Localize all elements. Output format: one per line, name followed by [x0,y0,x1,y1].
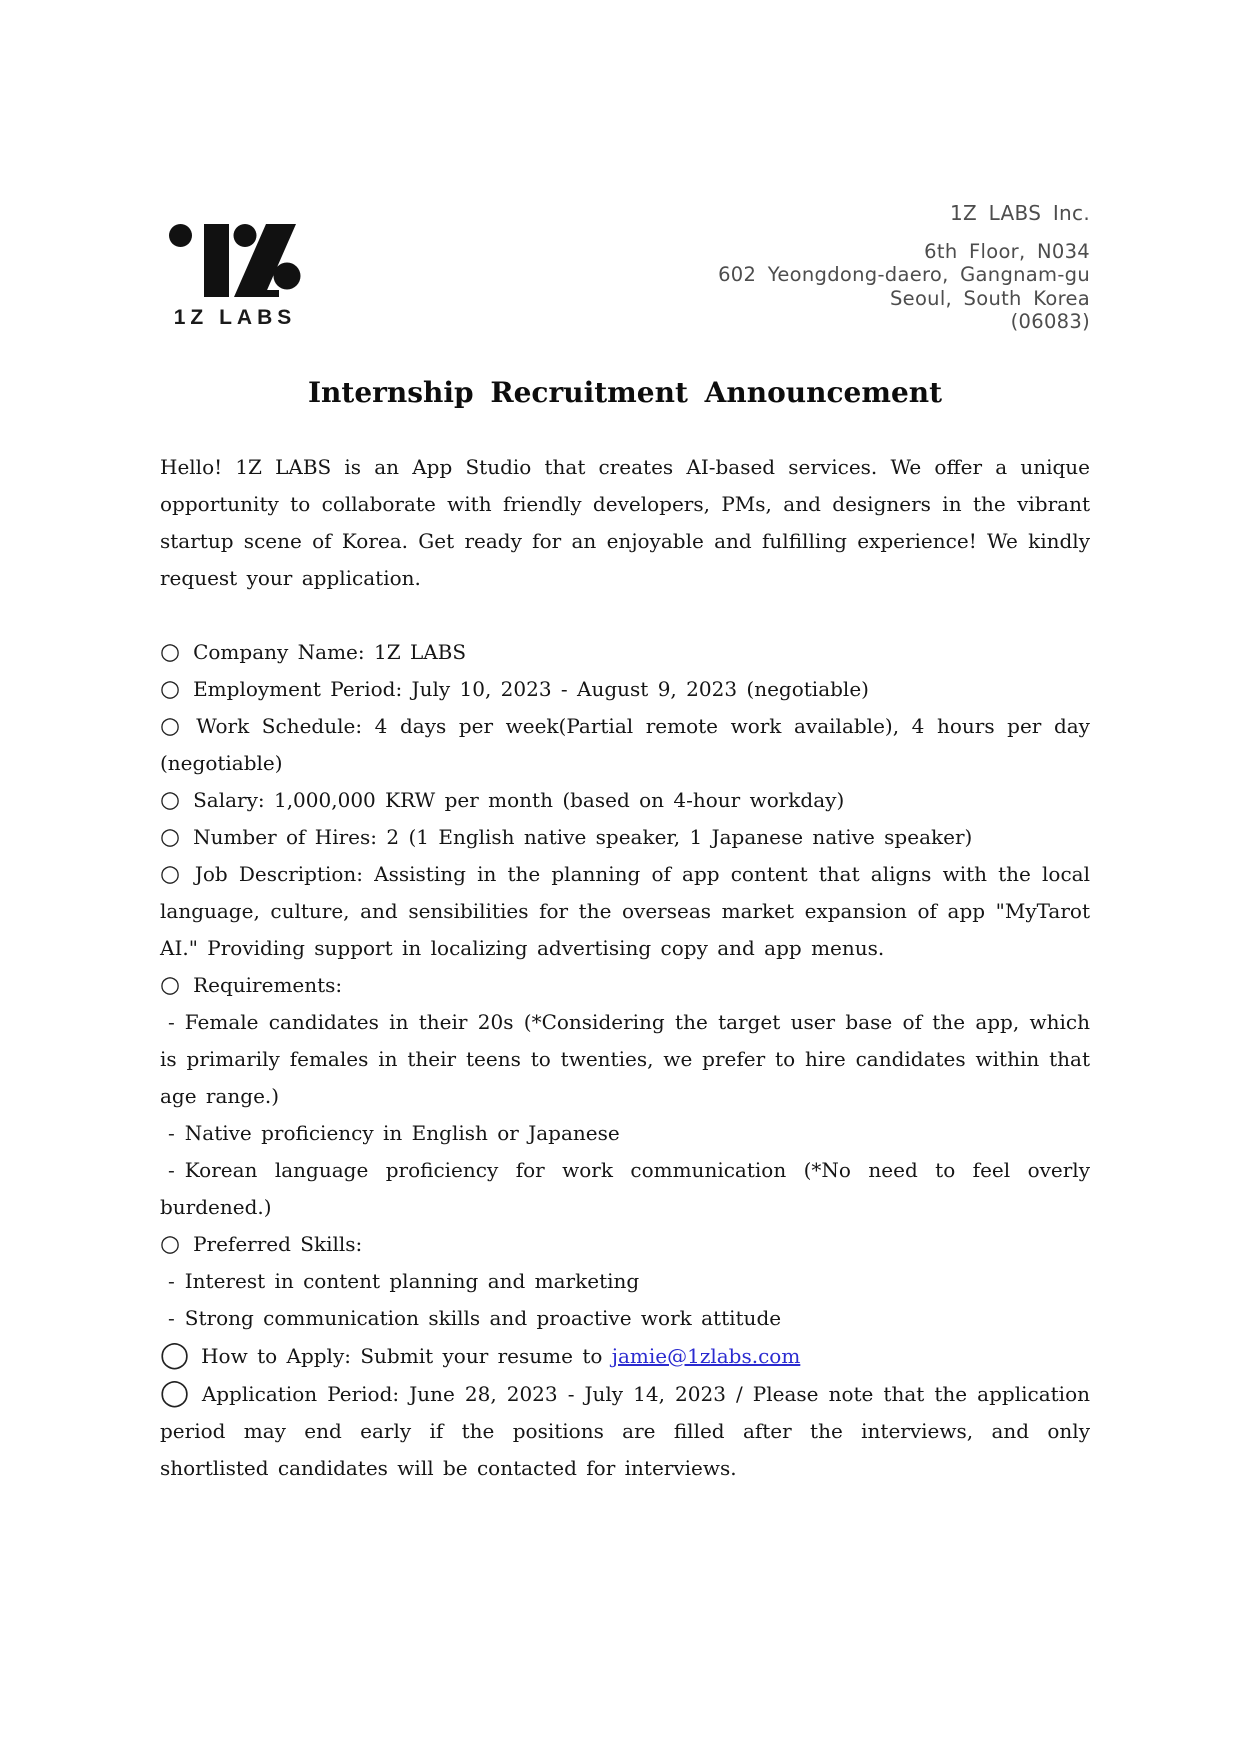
page-title: Internship Recruitment Announcement [307,375,943,409]
document-header [160,0,1090,334]
list-item-application-period [160,1375,1090,1487]
list-item-salary [160,782,1090,819]
circle-bullet-icon: ◯ [160,1377,190,1408]
circle-bullet-icon: ○ [160,675,181,702]
item-text: Employment Period: July 10, 2023 - August 9, 2023 (negotiable) [193,676,869,701]
circle-bullet-icon: ○ [160,823,181,850]
item-text: Job Description: Assisting in the planning of app content that aligns with the local language, culture, and sensibilities for the overseas market expansion of app "MyTarot AI." Providing support in localizing advertising copy and app menus. [160,861,1090,960]
sub-item-communication-skills [160,1300,1090,1337]
dash-bullet-icon: - [168,1120,175,1145]
circle-bullet-icon: ◯ [160,1339,190,1370]
circle-bullet-icon: ○ [160,712,184,739]
company-address-block [718,202,1090,334]
sub-item-interest-content-planning [160,1263,1090,1300]
intro-paragraph: Hello! 1Z LABS is an App Studio that creates AI-based services. We offer a unique opportunity to collaborate with friendly developers, PMs, and designers in the vibrant startup scene of Korea. Get ready for an enjoyable and fulfilling experience! We kindly request your application. [160,454,1090,590]
circle-bullet-icon: ○ [160,1230,181,1257]
item-text: Application Period: June 28, 2023 - July 14, 2023 / Please note that the application period may end early if the positions are filled after the interviews, and only shortlisted candidates will be contacted for interviews. [160,1381,1090,1480]
item-text: Number of Hires: 2 (1 English native speaker, 1 Japanese native speaker) [193,824,973,849]
sub-item-female-candidates [160,1004,1090,1115]
item-text: Preferred Skills: [193,1231,363,1256]
logo-mark-icon [160,224,310,297]
dash-bullet-icon: - [168,1305,175,1330]
address-line: 6th Floor, N034 [924,239,1090,263]
sub-item-korean-proficiency [160,1152,1090,1226]
list-item-how-to-apply [160,1337,1090,1375]
list-item-job-description [160,856,1090,967]
sub-item-native-proficiency [160,1115,1090,1152]
circle-bullet-icon: ○ [160,860,182,887]
address-line: (06083) [1010,310,1090,333]
item-text: Company Name: 1Z LABS [193,639,467,664]
company-logo [160,224,310,330]
circle-bullet-icon: ○ [160,971,181,998]
address-line: Seoul, South Korea [889,286,1090,310]
item-text: Strong communication skills and proactive work attitude [184,1305,782,1330]
circle-bullet-icon: ○ [160,786,181,813]
dash-bullet-icon: - [168,1268,175,1293]
list-item-number-of-hires [160,819,1090,856]
list-item-work-schedule [160,708,1090,782]
company-name-line: 1Z LABS Inc. [949,201,1090,225]
item-text: Female candidates in their 20s (*Considering the target user base of the app, which is primarily females in their teens to twenties, we prefer to hire candidates within that age range.) [160,1009,1090,1108]
list-item-requirements [160,967,1090,1004]
item-text: Requirements: [193,972,343,997]
circle-bullet-icon: ○ [160,638,181,665]
item-text: How to Apply: Submit your resume to [201,1343,612,1368]
logo-label: 1Z LABS [173,306,297,329]
item-text: Salary: 1,000,000 KRW per month (based on 4-hour workday) [193,787,845,812]
item-text: Interest in content planning and marketing [184,1268,640,1293]
list-item-preferred-skills [160,1226,1090,1263]
dash-bullet-icon: - [168,1009,175,1034]
dash-bullet-icon: - [168,1157,175,1182]
item-text: Native proficiency in English or Japanese [184,1120,620,1145]
document-body [160,449,1090,1487]
item-text: Korean language proficiency for work communication (*No need to feel overly burdened.) [160,1157,1090,1219]
list-item-employment-period [160,671,1090,708]
list-item-company-name [160,634,1090,671]
item-text: Work Schedule: 4 days per week(Partial remote work available), 4 hours per day (negotiable) [160,713,1090,775]
email-link[interactable]: jamie@1zlabs.com [611,1343,801,1368]
address-line: 602 Yeongdong-daero, Gangnam-gu [718,263,1090,286]
